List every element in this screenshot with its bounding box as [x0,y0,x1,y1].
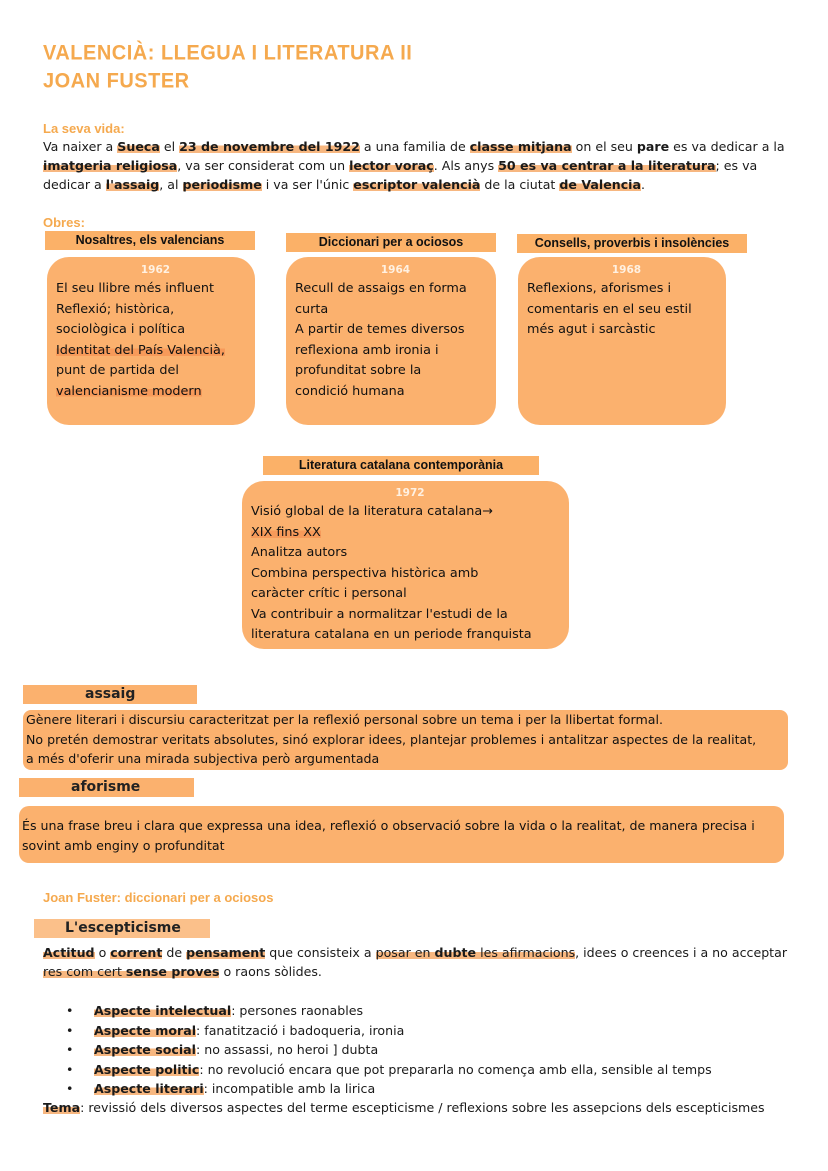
escepticisme-label: L'escepticisme [34,919,210,938]
work-line: punt de partida del [56,363,179,378]
aforisme-label: aforisme [19,778,194,797]
assaig-definition-box [23,710,788,770]
work-line: Reflexió; històrica, [56,301,175,317]
work-line: Recull de assaigs en forma [295,281,467,296]
assaig-line: Gènere literari i discursiu caracteritzat per la reflexió personal sobre un tema i per la llibertat formal. [26,712,663,727]
work-year: 1972 [395,487,425,499]
work-line: valencianisme modern [56,383,202,399]
work-line: literatura catalana en un periode franquista [251,627,532,642]
work-card-consells [518,257,726,425]
diccionari-heading: Joan Fuster: diccionari per a ociosos [43,890,274,905]
work-line: sociològica i política [56,322,186,337]
work-line: comentaris en el seu estil [527,301,692,317]
aforisme-line: És una frase breu i clara que expressa una idea, reflexió o observació sobre la vida o la realitat, de manera precisa i [22,818,755,833]
work-title-nosaltres: Nosaltres, els valencians [45,231,255,250]
work-line: A partir de temes diversos [295,322,465,337]
assaig-line: a més d'oferir una mirada subjectiva però argumentada [26,751,380,766]
assaig-line: No pretén demostrar veritats absolutes, sinó explorar idees, plantejar problemes i antalitzar aspectes de la realitat, [26,731,757,747]
vida-line-1: Va naixer a Sueca el 23 de novembre del 1922 a una familia de classe mitjana on el seu pare es va dedicar a la [43,139,785,154]
work-line: El seu llibre més influent [56,281,215,296]
work-year: 1968 [611,264,642,276]
work-line: Analitza autors [251,545,348,560]
work-year: 1964 [380,264,411,276]
work-title-consells: Consells, proverbis i insolències [517,234,747,253]
assaig-label: assaig [23,685,197,704]
obres-heading: Obres: [43,215,85,230]
aforisme-line: sovint amb enginy o profunditat [22,837,225,853]
vida-paragraph [43,137,803,194]
work-card-literatura [242,481,569,649]
author-name: JOAN FUSTER [43,69,190,93]
definition-line-1: Actitud o corrent de pensament que consisteix a posar en dubte les afirmacions, idees o creences i a no acceptar [43,945,788,960]
work-line: caràcter crític i personal [251,586,407,601]
work-line: reflexiona amb ironia i [295,342,439,358]
work-title-diccionari: Diccionari per a ociosos [286,233,496,252]
list-item: • Aspecte literari: incompatible amb la lirica [66,1079,806,1099]
work-card-nosaltres [47,257,255,425]
vida-line-3: dedicar a l'assaig, al periodisme i va ser l'únic escriptor valencià de la ciutat de Valencia. [43,177,646,192]
list-item: • Aspecte moral: fanatització i badoqueria, ironia [66,1021,806,1041]
work-line: Identitat del País Valencià, [56,342,225,358]
page-title: VALENCIÀ: LLEGUA I LITERATURA II [43,41,413,65]
work-line: Combina perspectiva històrica amb [251,565,479,581]
escepticisme-definition [43,943,803,981]
work-line: més agut i sarcàstic [527,322,656,337]
work-line: condició humana [295,383,405,399]
aspects-list [66,1001,806,1099]
work-title-literatura: Literatura catalana contemporània [263,456,539,475]
work-card-diccionari [286,257,496,425]
vida-heading: La seva vida: [43,121,125,136]
work-line: curta [295,301,329,317]
list-item: • Aspecte politic: no revolució encara que pot prepararla no comença amb ella, sensible al temps [66,1060,806,1080]
list-item: • Aspecte intelectual: persones raonables [66,1001,806,1021]
work-line: profunditat sobre la [295,363,422,378]
tema-line: Tema: revissió dels diversos aspectes del terme escepticisme / reflexions sobre les assepcions dels escepticismes [43,1100,765,1115]
definition-line-2: res com cert sense proves o raons sòlides. [43,964,322,979]
work-year: 1962 [140,264,171,276]
work-line: Reflexions, aforismes i [527,281,672,296]
aforisme-definition-box [19,806,784,863]
vida-line-2: imatgeria religiosa, va ser considerat com un lector voraç. Als anys 50 es va centrar a la literatura; es va [43,158,758,173]
work-line: XIX fins XX [251,524,321,540]
work-line: Visió global de la literatura catalana→ [251,504,493,519]
list-item: • Aspecte social: no assassi, no heroi ] dubta [66,1040,806,1060]
work-line: Va contribuir a normalitzar l'estudi de la [251,606,508,622]
